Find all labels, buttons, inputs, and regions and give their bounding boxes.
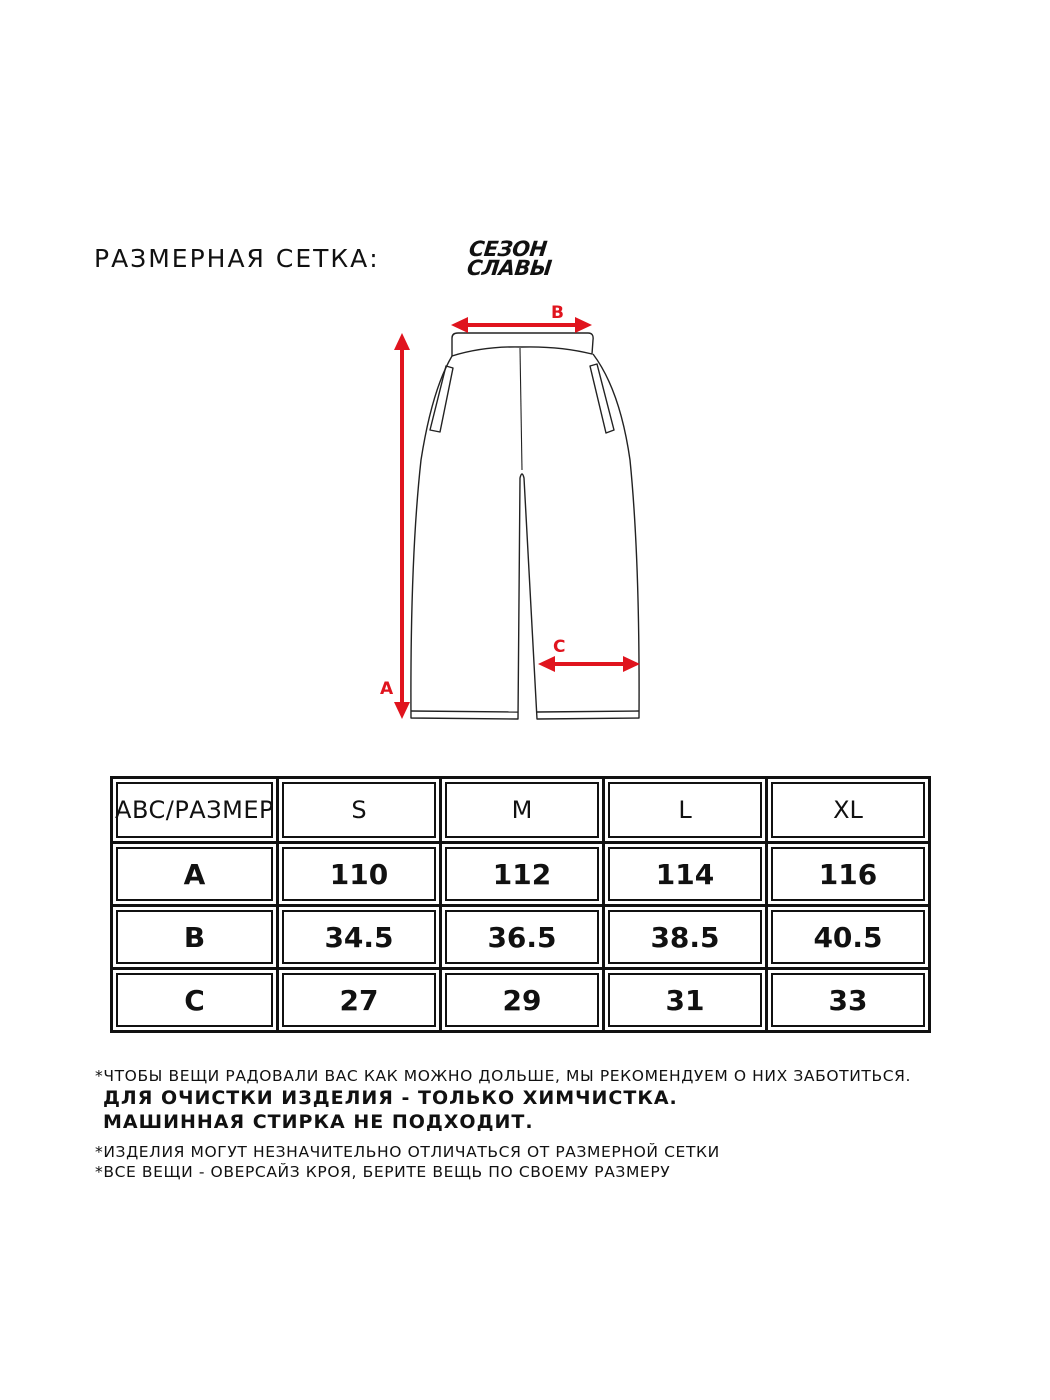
pocket-right — [590, 364, 614, 433]
cell-a-xl: 116 — [767, 843, 930, 906]
care-note: *ЧТОБЫ ВЕЩИ РАДОВАЛИ ВАС КАК МОЖНО ДОЛЬШЕ, МЫ РЕКОМЕНДУЕМ О НИХ ЗАБОТИТЬСЯ. — [95, 1067, 912, 1085]
cell-a-m: 112 — [441, 843, 604, 906]
cell-a-s: 110 — [278, 843, 441, 906]
care-instruction-dryclean: ДЛЯ ОЧИСТКИ ИЗДЕЛИЯ - ТОЛЬКО ХИМЧИСТКА. — [103, 1087, 678, 1109]
arrow-a-head-top — [394, 333, 410, 350]
pants-outline — [411, 333, 639, 719]
pants-waistband — [452, 333, 593, 356]
cell-c-m: 29 — [441, 969, 604, 1032]
table-row-b — [112, 906, 930, 969]
pants-measurement-diagram — [370, 295, 660, 735]
cell-c-xl: 33 — [767, 969, 930, 1032]
variance-note: *ИЗДЕЛИЯ МОГУТ НЕЗНАЧИТЕЛЬНО ОТЛИЧАТЬСЯ ОТ РАЗМЕРНОЙ СЕТКИ — [95, 1143, 720, 1161]
brand-logo-line2: СЛАВЫ — [465, 256, 553, 280]
care-notes — [95, 1066, 995, 1182]
cell-b-l: 38.5 — [604, 906, 767, 969]
arrow-c-head-left — [538, 656, 555, 672]
label-a: A — [380, 679, 394, 699]
cell-c-l: 31 — [604, 969, 767, 1032]
cell-b-s: 34.5 — [278, 906, 441, 969]
size-header-xl: XL — [767, 778, 930, 843]
brand-logo — [465, 237, 590, 280]
pocket-left — [430, 366, 453, 432]
arrow-a-head-bottom — [394, 702, 410, 719]
cell-b-xl: 40.5 — [767, 906, 930, 969]
table-row-c — [112, 969, 930, 1032]
label-c: C — [553, 637, 566, 657]
page-title: РАЗМЕРНАЯ СЕТКА: — [94, 244, 380, 273]
label-b: B — [551, 303, 564, 323]
care-instruction-no-machine-wash: МАШИННАЯ СТИРКА НЕ ПОДХОДИТ. — [103, 1111, 534, 1133]
brand-logo-line1: СЕЗОН — [467, 237, 548, 261]
size-header-m: M — [441, 778, 604, 843]
fit-note: *ВСЕ ВЕЩИ - ОВЕРСАЙЗ КРОЯ, БЕРИТЕ ВЕЩЬ ПО СВОЕМУ РАЗМЕРУ — [95, 1163, 671, 1181]
row-label-c: C — [112, 969, 278, 1032]
size-table — [110, 776, 931, 1033]
arrow-c-head-right — [623, 656, 640, 672]
cell-a-l: 114 — [604, 843, 767, 906]
cell-c-s: 27 — [278, 969, 441, 1032]
measurement-arrows — [394, 317, 640, 719]
row-label-b: B — [112, 906, 278, 969]
corner-cell: ABC/РАЗМЕР — [112, 778, 278, 843]
size-header-l: L — [604, 778, 767, 843]
table-row-a — [112, 843, 930, 906]
size-header-row — [112, 778, 930, 843]
size-header-s: S — [278, 778, 441, 843]
arrow-b-head-right — [575, 317, 592, 333]
arrow-b-head-left — [451, 317, 468, 333]
row-label-a: A — [112, 843, 278, 906]
cell-b-m: 36.5 — [441, 906, 604, 969]
